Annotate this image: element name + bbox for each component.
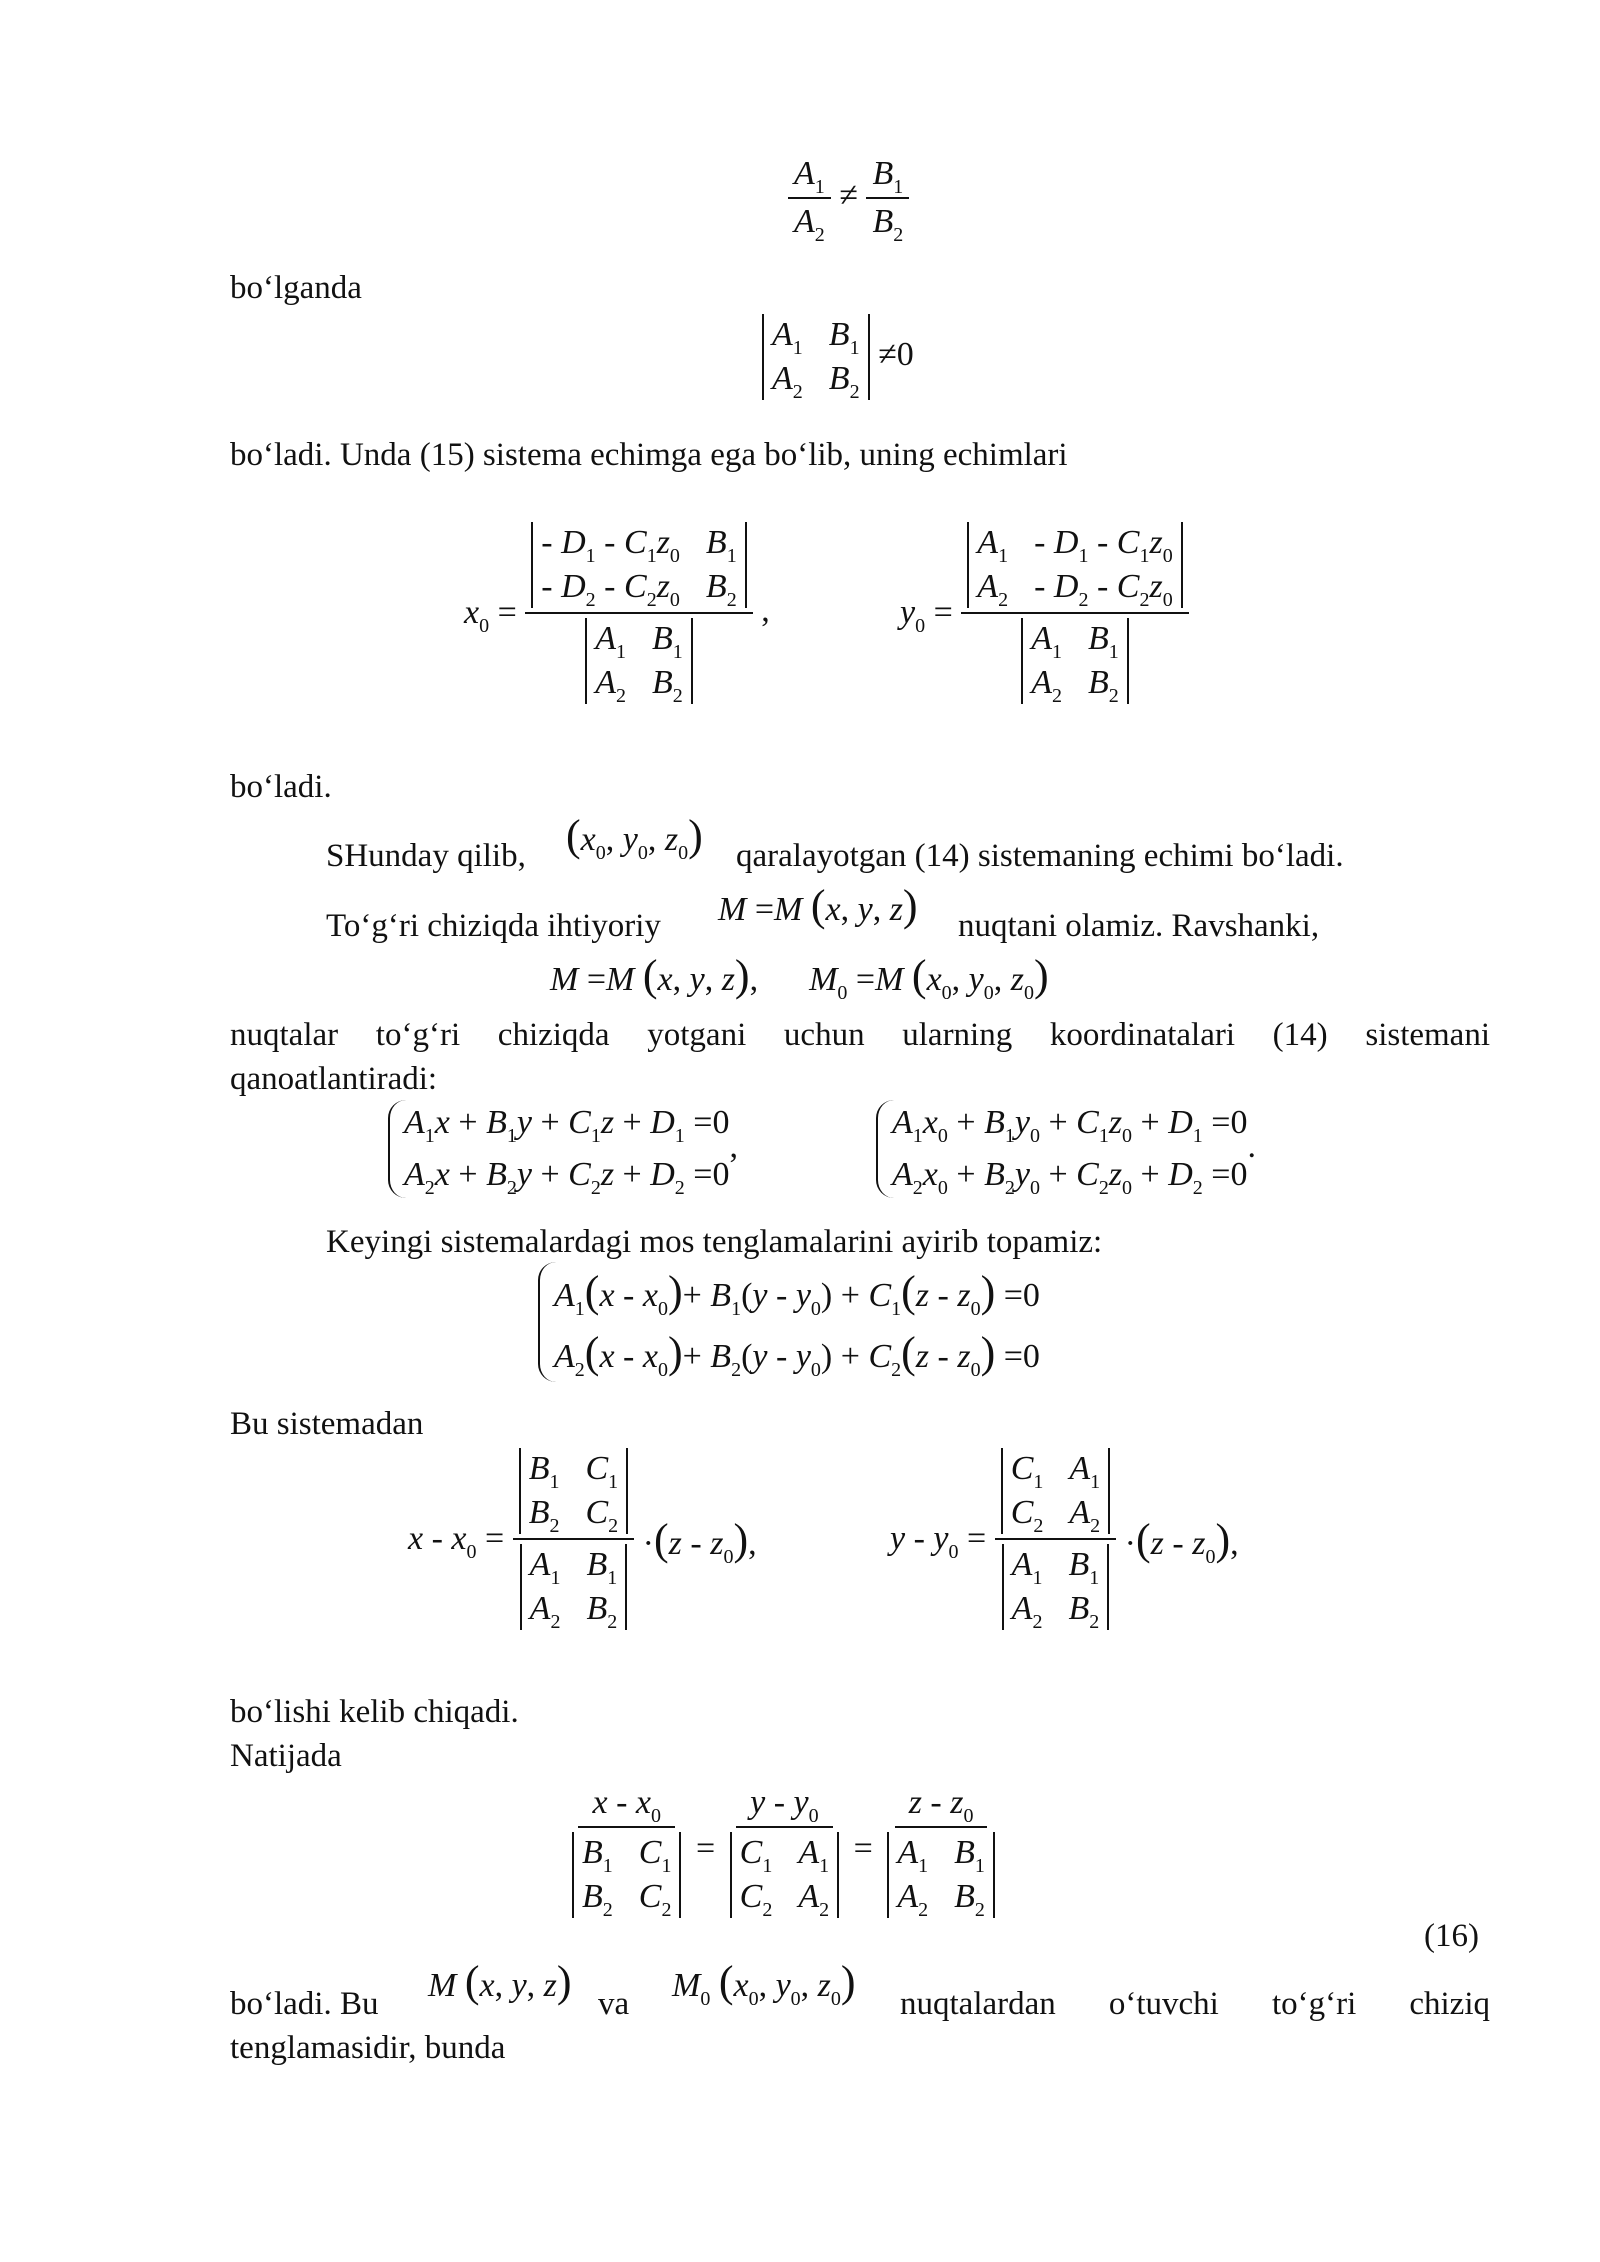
difference-system: $A_1(x - x_0)+ B_1(y - y_0) + C_1(z - z_0) =0$ $A_2(x - x_0)+ B_2(y - y_0) + C_2(z - z_0) =0$	[538, 1262, 1040, 1382]
point-x0y0z0: ($x_0$, $y_0$, $z_0$)	[566, 811, 703, 864]
cramer-y0: $y_0$ = $A_1$ - $D_1 - C_1z_0$ $A_2$ - $D_2 - C_2z_0$ $A_1$ $B_1$ $A_2$ $B_2$	[900, 522, 1189, 704]
text-tenglamasidir: tenglamasidir, bunda	[230, 2030, 506, 2066]
text-shunday-qilib: SHunday qilib,	[326, 838, 526, 874]
line-equation-16: x - $x_0$ $B_1$ $C_1$ $B_2$ $C_2$ = y - $y_0$ $C_1$ $A_1$ $C_2$ $A_2$ = z - $z_0$ $A_1$ $B_1$ $A_2$ $B_2$	[566, 1784, 1001, 1918]
text-togri-chiziqda: To‘g‘ri chiziqda ihtiyoriy	[326, 908, 661, 944]
text-paragraph-6: nuqtalar to‘g‘ri chiziqda yotgani uchun ularning koordinatalari (14) sistemani	[230, 1017, 1490, 1053]
cramer-x0: $x_0$ = - $D_1 - C_1z_0$ $B_1$ - $D_2 - C_2z_0$ $B_2$ $A_1$ $B_1$ $A_2$ $B_2$ ,	[464, 524, 770, 707]
text-nuqtani-olamiz: nuqtani olamiz. Ravshanki,	[958, 908, 1320, 944]
text-paragraph-2: bo‘ladi. Unda (15) sistema echimga ega bo‘lib, uning echimlari	[230, 437, 1068, 473]
text-bu-sistemadan: Bu sistemadan	[230, 1406, 424, 1442]
expr-y-minus-y0: y - $y_0$ = $C_1$ $A_1$ $C_2$ $A_2$ $A_1$ $B_1$ $A_2$ $B_2$ $\cdot(z - z_0)$,	[890, 1450, 1239, 1633]
text-keyingi: Keyingi sistemalardagi mos tenglamalarini ayirib topamiz:	[326, 1224, 1103, 1260]
text-bolganda: bo‘lganda	[230, 270, 362, 306]
text-qanoatlantiradi: qanoatlantiradi:	[230, 1061, 438, 1097]
point-M0-inline: $M_0$ ($x_0$, $y_0$, $z_0$)	[672, 1957, 856, 2010]
points-M-M0: M =M (x, y, z), $M_0 =M$ ($x_0$, $y_0$, $z_0$)	[550, 951, 1049, 1004]
expr-x-minus-x0: x - $x_0$ = $B_1$ $C_1$ $B_2$ $C_2$ $A_1$ $B_1$ $A_2$ $B_2$ $\cdot(z - z_0)$,	[408, 1450, 757, 1633]
system-xyz: $A_1x + B_1y + C_1z + D_1 =0$ $A_2x + B_2y + C_2z + D_2 =0$ ,	[388, 1100, 738, 1198]
text-natijada: Natijada	[230, 1738, 342, 1774]
ratio-inequality: $\frac{A_1}{A_2}$ ≠ $\frac{B_1}{B_2}$	[788, 155, 909, 241]
equation-number: (16)	[1424, 1918, 1479, 1954]
text-va: va	[598, 1986, 630, 2022]
point-M-inline: M (x, y, z)	[428, 1957, 572, 2006]
point-M: M =M (x, y, z)	[718, 881, 918, 930]
text-boladi-1: bo‘ladi.	[230, 769, 332, 805]
text-qaralayotgan: qaralayotgan (14) sistemaning echimi bo‘ladi.	[736, 838, 1344, 874]
determinant-nonzero: $A_1$ $B_1$ $A_2$ $B_2$ ≠0	[762, 314, 914, 400]
text-nuqtalardan: nuqtalardan o‘tuvchi to‘g‘ri chiziq	[900, 1986, 1490, 2022]
text-bolishi: bo‘lishi kelib chiqadi.	[230, 1694, 519, 1730]
system-x0y0z0: $A_1x_0 + B_1y_0 + C_1z_0 + D_1 =0$ $A_2x_0 + B_2y_0 + C_2z_0 + D_2 =0$ .	[876, 1100, 1256, 1198]
text-boladi-bu: bo‘ladi. Bu	[230, 1986, 379, 2022]
